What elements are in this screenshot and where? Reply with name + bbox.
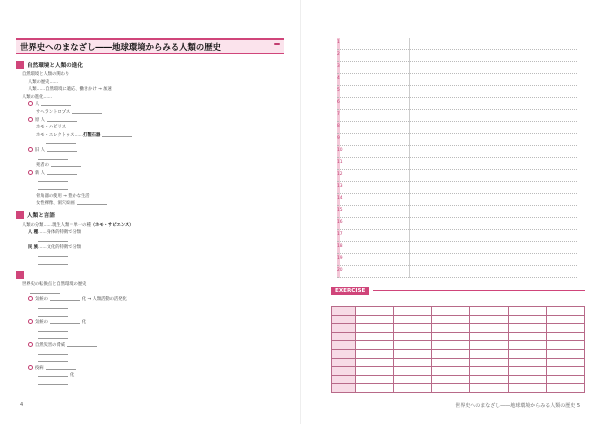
outline-line (16, 342, 286, 350)
line-text: 人類の分類……現生人類＝単一の種 (22, 222, 91, 228)
answer-blank[interactable] (38, 327, 68, 332)
exercise-cell[interactable] (470, 367, 508, 376)
outline-line (16, 372, 286, 380)
line-text: 疫病 (35, 365, 44, 371)
exercise-row (332, 332, 585, 341)
outline-line (16, 185, 286, 193)
exercise-row-head (332, 315, 356, 324)
outline-line (16, 281, 286, 289)
line-text: 自然災害の脅威 (35, 343, 66, 348)
outline-line (16, 252, 286, 260)
answer-blank[interactable] (30, 289, 60, 294)
line-text: 人類……自然環境に適応、働きかけ → 加速 (28, 87, 112, 93)
note-line-number: 12 (337, 172, 343, 177)
exercise-cell[interactable] (432, 315, 470, 324)
outline-line (16, 312, 286, 320)
exercise-row-head (332, 307, 356, 316)
exercise-cell[interactable] (394, 375, 432, 384)
note-line-number: 1 (337, 40, 340, 45)
answer-blank[interactable] (50, 296, 80, 301)
outline-line (16, 124, 286, 132)
note-line-number: 11 (337, 160, 343, 165)
answer-blank[interactable] (46, 139, 76, 144)
answer-blank[interactable] (50, 319, 80, 324)
item-number-circle (28, 319, 33, 324)
section-title: 人類と言語 (27, 213, 55, 220)
exercise-row (332, 349, 585, 358)
note-line-number: 5 (337, 88, 340, 93)
exercise-cell[interactable] (546, 332, 584, 341)
page-number-left: 4 (20, 402, 24, 408)
outline-line (16, 170, 286, 178)
line-text: 旧 人 (35, 147, 45, 153)
exercise-cell[interactable] (470, 358, 508, 367)
note-line[interactable] (337, 254, 577, 266)
exercise-cell[interactable] (546, 315, 584, 324)
exercise-cell[interactable] (394, 324, 432, 333)
exercise-cell[interactable] (546, 324, 584, 333)
footer-title: 世界史へのまなざし――地球環境からみる人類の歴史 (455, 403, 576, 409)
outline-line (16, 304, 286, 312)
answer-blank[interactable] (38, 380, 68, 385)
exercise-section (331, 286, 585, 396)
note-line[interactable] (337, 110, 577, 122)
exercise-cell[interactable] (394, 307, 432, 316)
line-text: ……文化的特徴で分類 (38, 245, 82, 251)
answer-blank[interactable] (47, 170, 77, 175)
exercise-cell[interactable] (546, 307, 584, 316)
note-line[interactable] (337, 266, 577, 278)
line-text: 骨角器の使用 → 豊かな生活 (36, 193, 90, 199)
exercise-cell[interactable] (546, 358, 584, 367)
answer-blank[interactable] (102, 132, 132, 137)
answer-blank[interactable] (41, 101, 71, 106)
exercise-row-head (332, 349, 356, 358)
line-text: ホモ・エレクトゥス…… (36, 132, 84, 138)
exercise-rule (373, 290, 585, 291)
item-number-circle (28, 117, 33, 122)
exercise-row (332, 324, 585, 333)
answer-blank[interactable] (38, 185, 68, 190)
exercise-cell[interactable] (546, 375, 584, 384)
exercise-row-head (332, 341, 356, 350)
answer-blank[interactable] (38, 155, 68, 160)
exercise-cell[interactable] (470, 332, 508, 341)
outline-line (16, 109, 286, 117)
answer-blank[interactable] (67, 342, 97, 347)
exercise-instruction (331, 298, 585, 303)
exercise-cell[interactable] (470, 324, 508, 333)
note-line[interactable] (337, 62, 577, 74)
exercise-cell[interactable] (356, 358, 394, 367)
exercise-row (332, 341, 585, 350)
answer-blank[interactable] (38, 357, 68, 362)
line-text: ホモ・ハビリス (36, 125, 66, 131)
exercise-cell[interactable] (470, 315, 508, 324)
answer-blank[interactable] (38, 252, 68, 257)
exercise-cell[interactable] (356, 375, 394, 384)
outline-line (16, 101, 286, 109)
outline-line (16, 229, 286, 237)
answer-blank[interactable] (38, 350, 68, 355)
exercise-row-head (332, 324, 356, 333)
exercise-cell[interactable] (356, 349, 394, 358)
section-heading (16, 60, 286, 69)
answer-blank[interactable] (38, 372, 68, 377)
outline-line (16, 193, 286, 201)
page-number-right: 5 (576, 403, 580, 409)
exercise-cell[interactable] (470, 349, 508, 358)
exercise-cell[interactable] (546, 367, 584, 376)
exercise-cell[interactable] (394, 341, 432, 350)
line-text: 新 人 (35, 170, 45, 176)
exercise-row-head (332, 375, 356, 384)
outline-line (16, 162, 286, 170)
exercise-table (331, 306, 585, 393)
note-line-number: 2 (337, 52, 340, 57)
note-line-number: 14 (337, 196, 343, 201)
exercise-cell[interactable] (394, 315, 432, 324)
line-text: ……身体的特徴で分類 (38, 230, 82, 236)
line-text: 原 人 (35, 117, 45, 123)
note-line-number: 9 (337, 136, 340, 141)
item-number-circle (28, 296, 33, 301)
exercise-cell[interactable] (508, 349, 546, 358)
exercise-cell[interactable] (394, 332, 432, 341)
item-number-circle (28, 365, 33, 370)
exercise-row (332, 307, 585, 316)
exercise-cell[interactable] (394, 349, 432, 358)
exercise-row-head (332, 367, 356, 376)
exercise-cell[interactable] (508, 307, 546, 316)
exercise-row (332, 358, 585, 367)
outline-line (16, 237, 286, 245)
outline-line (16, 350, 286, 358)
exercise-row-head (332, 332, 356, 341)
exercise-cell[interactable] (508, 384, 546, 393)
answer-blank[interactable] (38, 304, 68, 309)
answer-blank[interactable] (46, 365, 76, 370)
note-line[interactable] (337, 206, 577, 218)
exercise-cell[interactable] (470, 341, 508, 350)
note-line[interactable] (337, 218, 577, 230)
chapter-title-bar (16, 38, 284, 54)
outline-line (16, 380, 286, 388)
exercise-cell[interactable] (470, 307, 508, 316)
answer-blank[interactable] (77, 200, 107, 205)
note-line-number: 13 (337, 184, 343, 189)
right-page (301, 0, 600, 424)
line-text: 気候の (35, 320, 48, 326)
note-line-number: 4 (337, 76, 340, 81)
note-line-number: 7 (337, 112, 340, 117)
note-line[interactable] (337, 74, 577, 86)
note-line[interactable] (337, 38, 577, 50)
line-text: サヘラントロプス (36, 109, 71, 115)
exercise-cell[interactable] (546, 341, 584, 350)
exercise-row (332, 367, 585, 376)
note-line-number: 10 (337, 148, 343, 153)
exercise-cell[interactable] (356, 324, 394, 333)
exercise-cell[interactable] (432, 384, 470, 393)
exercise-cell[interactable] (356, 332, 394, 341)
outline-line (16, 117, 286, 125)
outline-line (16, 86, 286, 94)
exercise-cell[interactable] (356, 384, 394, 393)
section-heading (16, 270, 286, 279)
section-title: 自然環境と人類の進化 (27, 62, 83, 69)
line-text: 女性裸像、洞穴絵画 (36, 201, 75, 207)
note-line-number: 6 (337, 100, 340, 105)
answer-blank[interactable] (38, 334, 68, 339)
line-tail-text: 化 → 人類活動の活発化 (81, 297, 127, 303)
section-heading (16, 211, 286, 220)
line-text: 人類の進化…… (22, 94, 53, 100)
notes-area (337, 38, 577, 278)
exercise-cell[interactable] (508, 341, 546, 350)
answer-blank[interactable] (38, 237, 68, 242)
exercise-badge: EXERCISE (331, 287, 369, 295)
line-text: 死者の (36, 163, 49, 169)
section-number (16, 271, 24, 279)
note-line-number: 3 (337, 64, 340, 69)
exercise-cell[interactable] (508, 332, 546, 341)
outline-line (16, 260, 286, 268)
exercise-cell[interactable] (546, 384, 584, 393)
note-line[interactable] (337, 50, 577, 62)
note-line[interactable] (337, 122, 577, 134)
exercise-cell[interactable] (470, 375, 508, 384)
exercise-cell[interactable] (432, 375, 470, 384)
page-footer-right (455, 402, 580, 409)
line-text: 自然環境と人類の関わり (22, 72, 70, 77)
outline-line (16, 365, 286, 373)
note-line[interactable] (337, 86, 577, 98)
line-text: 世界史の転換点と自然環境の歴史 (22, 282, 87, 288)
answer-blank[interactable] (38, 312, 68, 317)
outline-line (16, 334, 286, 342)
exercise-cell[interactable] (546, 349, 584, 358)
answer-blank[interactable] (51, 162, 81, 167)
exercise-cell[interactable] (470, 384, 508, 393)
outline-line (16, 94, 286, 102)
exercise-cell[interactable] (394, 367, 432, 376)
exercise-cell[interactable] (394, 384, 432, 393)
key-term: （ホモ・サピエンス） (90, 222, 134, 228)
exercise-cell[interactable] (356, 315, 394, 324)
answer-blank[interactable] (72, 109, 102, 114)
exercise-cell[interactable] (432, 349, 470, 358)
line-tail-text: 化 (70, 373, 75, 379)
key-term: 打製石器 (83, 132, 101, 138)
exercise-row (332, 375, 585, 384)
note-line[interactable] (337, 194, 577, 206)
section-spacer (16, 388, 286, 391)
exercise-cell[interactable] (508, 324, 546, 333)
line-text: 気候の (35, 297, 48, 303)
note-line[interactable] (337, 98, 577, 110)
outline-line (16, 147, 286, 155)
exercise-cell[interactable] (356, 307, 394, 316)
exercise-cell[interactable] (508, 367, 546, 376)
exercise-cell[interactable] (432, 324, 470, 333)
exercise-cell[interactable] (394, 358, 432, 367)
exercise-cell[interactable] (432, 332, 470, 341)
line-text: 人類の歴史…… (28, 79, 59, 85)
note-line-number: 18 (337, 244, 343, 249)
item-number-circle (28, 170, 33, 175)
note-line[interactable] (337, 158, 577, 170)
item-number-circle (28, 101, 33, 106)
line-tail-text: 化 (81, 320, 87, 326)
exercise-cell[interactable] (432, 367, 470, 376)
outline-line (16, 139, 286, 147)
note-line-number: 16 (337, 220, 343, 225)
exercise-cell[interactable] (432, 341, 470, 350)
exercise-row (332, 315, 585, 324)
exercise-cell[interactable] (432, 307, 470, 316)
outline-line (16, 71, 286, 79)
exercise-cell[interactable] (508, 375, 546, 384)
note-line[interactable] (337, 170, 577, 182)
note-line[interactable] (337, 242, 577, 254)
outline-line (16, 155, 286, 163)
outline-line (16, 319, 286, 327)
note-line-number: 17 (337, 232, 343, 237)
note-line[interactable] (337, 146, 577, 158)
exercise-row (332, 384, 585, 393)
answer-blank[interactable] (38, 260, 68, 265)
outline-line (16, 200, 286, 208)
note-line-number: 15 (337, 208, 343, 213)
section-number (16, 211, 24, 219)
note-line-number: 20 (337, 268, 343, 273)
note-line[interactable] (337, 134, 577, 146)
exercise-row-head (332, 358, 356, 367)
note-line[interactable] (337, 230, 577, 242)
outline-line (16, 296, 286, 304)
note-line-number: 19 (337, 256, 343, 261)
exercise-cell[interactable] (356, 341, 394, 350)
note-line-number: 8 (337, 124, 340, 129)
outline-line (16, 177, 286, 185)
textbook-page-reference (274, 43, 280, 45)
exercise-header (331, 286, 585, 295)
exercise-cell[interactable] (432, 358, 470, 367)
exercise-cell[interactable] (356, 367, 394, 376)
section-number (16, 61, 24, 69)
answer-blank[interactable] (38, 177, 68, 182)
outline-line (16, 357, 286, 365)
outline-line (16, 222, 286, 230)
outline-line (16, 244, 286, 252)
outline-line (16, 132, 286, 140)
item-number-circle (28, 147, 33, 152)
note-line[interactable] (337, 182, 577, 194)
outline-line (16, 327, 286, 335)
answer-blank[interactable] (47, 147, 77, 152)
outline-content (16, 60, 286, 391)
item-number-circle (28, 342, 33, 347)
exercise-cell[interactable] (508, 315, 546, 324)
answer-blank[interactable] (47, 117, 77, 122)
exercise-cell[interactable] (508, 358, 546, 367)
line-text: 人 (35, 102, 40, 108)
outline-line (16, 79, 286, 87)
exercise-row-head (332, 384, 356, 393)
outline-line (16, 289, 286, 297)
key-term: 人 種 (28, 230, 39, 236)
key-term: 民 族 (28, 245, 39, 251)
chapter-title: 世界史へのまなざし――地球環境からみる人類の歴史 (20, 42, 221, 52)
